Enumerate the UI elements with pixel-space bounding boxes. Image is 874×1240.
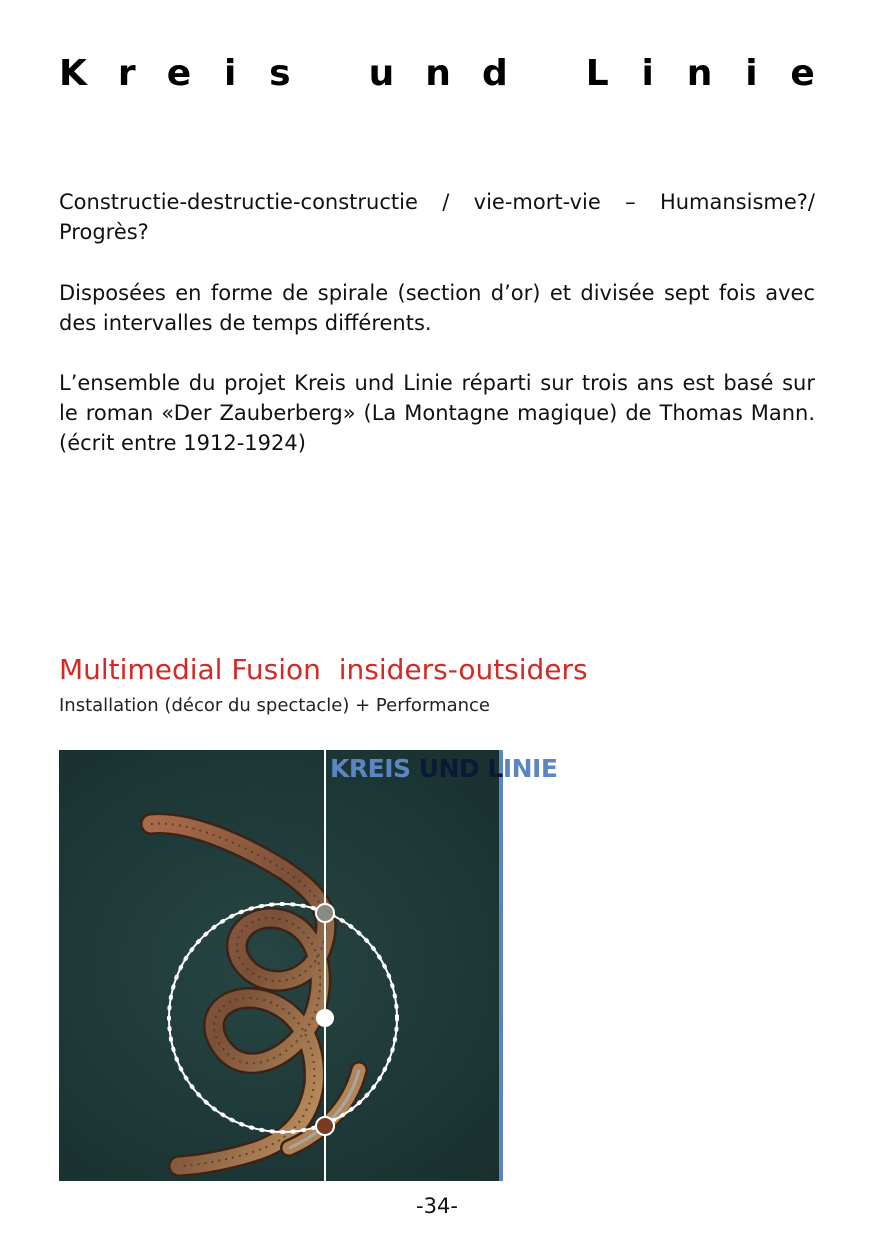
title-letter: u bbox=[368, 53, 395, 94]
top-node bbox=[316, 904, 334, 922]
paragraph-intro: Constructie-destructie-constructie / vie-mort-vie – Humansisme?/ Progrès? bbox=[59, 190, 815, 244]
title-letter: L bbox=[585, 53, 609, 94]
paragraph-spiral: Disposées en forme de spirale (section d’or) et divisée sept fois avec des intervalles de temps différents. bbox=[59, 281, 815, 335]
bottom-node bbox=[316, 1117, 334, 1135]
section-title: Multimedial Fusion insiders-outsiders bbox=[59, 653, 588, 686]
title-letter: i bbox=[745, 53, 758, 94]
title-letter: e bbox=[790, 53, 815, 94]
figure-label-part1: KREIS bbox=[330, 754, 419, 783]
title-letter: i bbox=[641, 53, 654, 94]
installation-image bbox=[59, 750, 503, 1181]
title-letter: e bbox=[166, 53, 192, 94]
snake-circle-illustration bbox=[59, 750, 503, 1181]
title-letter bbox=[322, 52, 338, 96]
center-dot bbox=[316, 1009, 334, 1027]
title-letter: d bbox=[481, 53, 508, 94]
page-title bbox=[59, 52, 815, 96]
section-subtitle: Installation (décor du spectacle) + Performance bbox=[59, 695, 490, 716]
title-letter: s bbox=[269, 53, 291, 94]
page-number: -34- bbox=[416, 1194, 458, 1218]
figure-label-part2: UND L bbox=[418, 754, 503, 783]
title-letter: n bbox=[686, 53, 713, 94]
title-letter: i bbox=[223, 53, 237, 94]
title-letter bbox=[539, 52, 555, 96]
figure-label bbox=[330, 754, 557, 784]
figure-label-part3: INIE bbox=[502, 754, 558, 783]
figure-accent-bar bbox=[499, 750, 503, 1181]
title-letter: K bbox=[59, 53, 87, 94]
title-letter: n bbox=[425, 53, 451, 94]
paragraph-project: L’ensemble du projet Kreis und Linie réparti sur trois ans est basé sur le roman «Der Zauberberg» (La Montagne magique) de Thomas Mann. (écrit entre 1912-1924) bbox=[59, 371, 815, 455]
title-letter: r bbox=[117, 53, 136, 94]
